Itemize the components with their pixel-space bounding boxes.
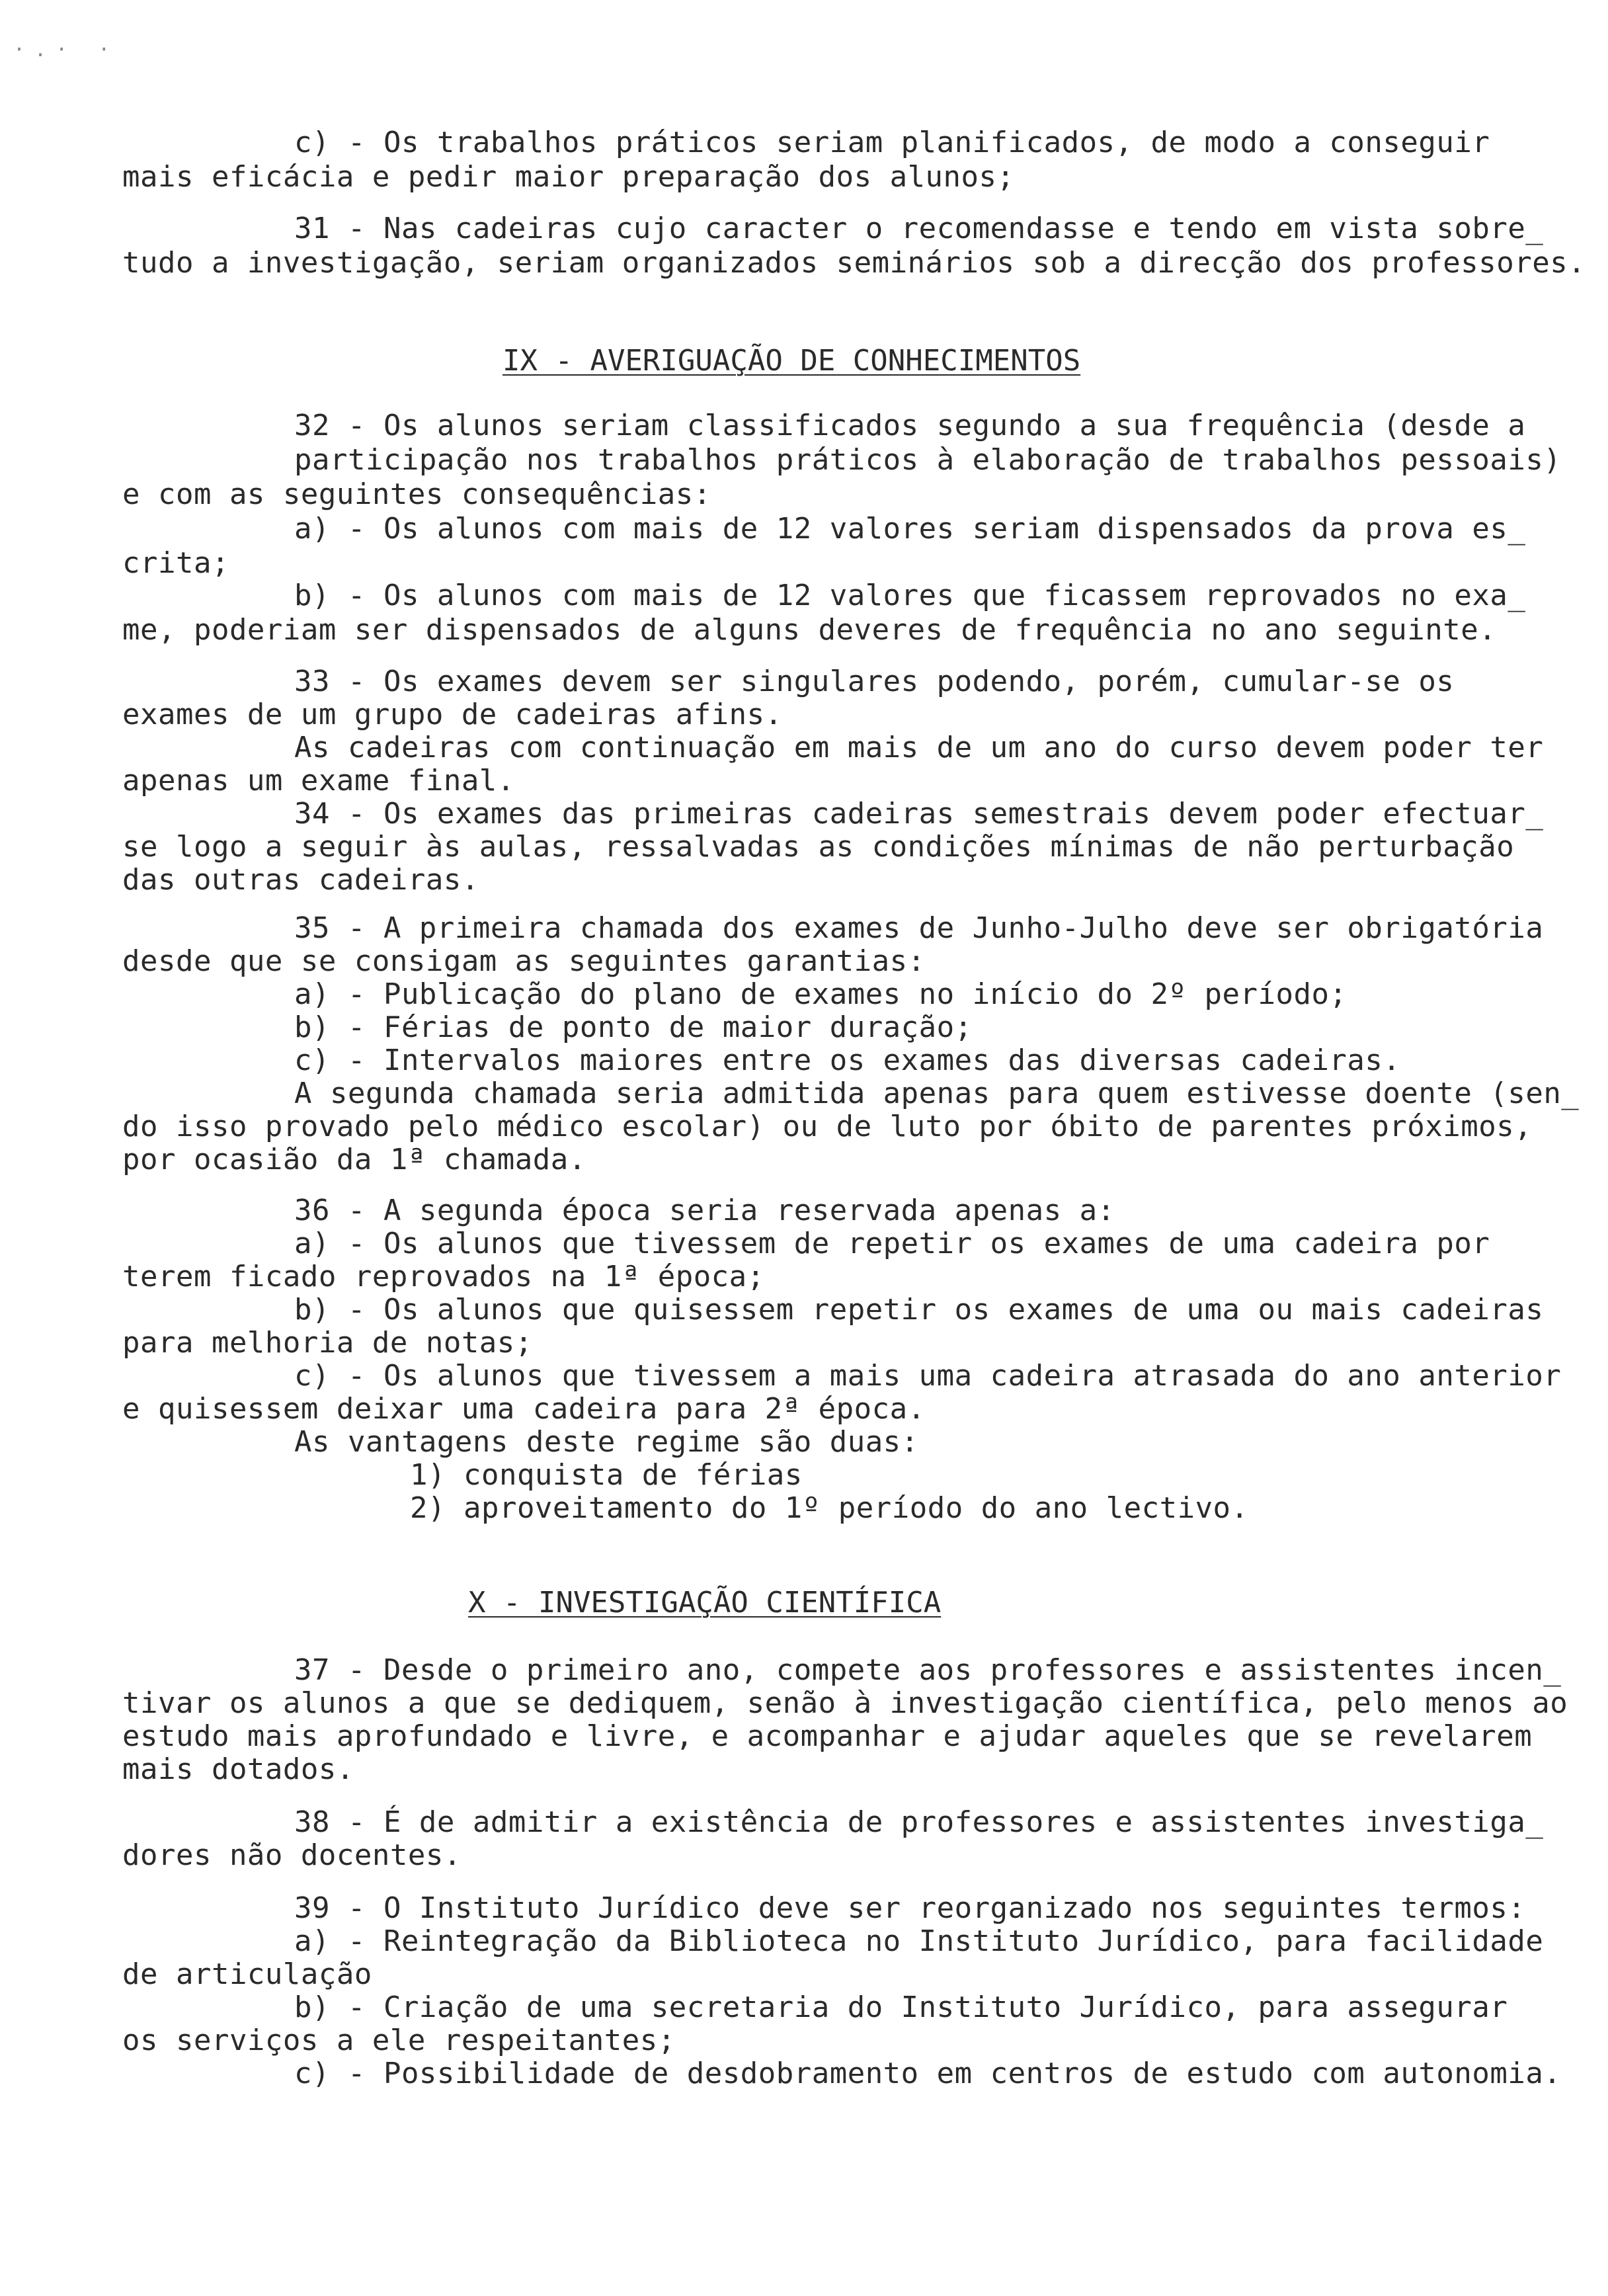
text-line: 35 - A primeira chamada dos exames de Junho-Julho deve ser obrigatória [294, 911, 1544, 945]
text-line: 34 - Os exames das primeiras cadeiras semestrais devem poder efectuar_ [294, 797, 1544, 831]
text-line: a) - Os alunos que tivessem de repetir os exames de uma cadeira por [294, 1227, 1490, 1260]
text-line: participação nos trabalhos práticos à elaboração de trabalhos pessoais) [294, 443, 1562, 477]
text-line: A segunda chamada seria admitida apenas para quem estivesse doente (sen_ [294, 1077, 1580, 1110]
text-line: tivar os alunos a que se dediquem, senão à investigação científica, pelo menos ao [122, 1686, 1568, 1720]
text-line: para melhoria de notas; [122, 1326, 533, 1360]
text-line: estudo mais aprofundado e livre, e acompanhar e ajudar aqueles que se revelarem [122, 1719, 1533, 1753]
text-line: os serviços a ele respeitantes; [122, 2024, 676, 2057]
text-line: c) - Os alunos que tivessem a mais uma cadeira atrasada do ano anterior [294, 1359, 1562, 1393]
text-line: mais dotados. [122, 1752, 354, 1786]
text-line: exames de um grupo de cadeiras afins. [122, 698, 783, 731]
text-line: b) - Criação de uma secretaria do Instituto Jurídico, para assegurar [294, 1990, 1508, 2024]
text-line: b) - Os alunos com mais de 12 valores que ficassem reprovados no exa_ [294, 579, 1526, 612]
text-line: a) - Reintegração da Biblioteca no Instituto Jurídico, para facilidade [294, 1924, 1544, 1958]
text-line: 39 - O Instituto Jurídico deve ser reorganizado nos seguintes termos: [294, 1891, 1526, 1925]
text-line: tudo a investigação, seriam organizados seminários sob a direcção dos professores. [122, 246, 1586, 280]
text-line: crita; [122, 546, 229, 580]
text-line: terem ficado reprovados na 1ª época; [122, 1260, 765, 1293]
text-line: 38 - É de admitir a existência de professores e assistentes investiga_ [294, 1805, 1544, 1839]
text-line: a) - Publicação do plano de exames no início do 2º período; [294, 977, 1347, 1011]
text-line: por ocasião da 1ª chamada. [122, 1143, 586, 1176]
text-line: c) - Possibilidade de desdobramento em centros de estudo com autonomia. [294, 2057, 1562, 2090]
section-heading-ix: IX - AVERIGUAÇÃO DE CONHECIMENTOS [502, 344, 1081, 378]
text-line: 2) aproveitamento do 1º período do ano lectivo. [410, 1491, 1249, 1525]
text-line: se logo a seguir às aulas, ressalvadas as condições mínimas de não perturbação [122, 830, 1515, 864]
text-line: 33 - Os exames devem ser singulares podendo, porém, cumular-se os [294, 665, 1455, 698]
text-line: 36 - A segunda época seria reservada apenas a: [294, 1194, 1115, 1227]
text-line: desde que se consigam as seguintes garantias: [122, 944, 926, 978]
text-line: dores não docentes. [122, 1838, 462, 1872]
text-line: do isso provado pelo médico escolar) ou de luto por óbito de parentes próximos, [122, 1110, 1533, 1143]
text-line: c) - Intervalos maiores entre os exames das diversas cadeiras. [294, 1044, 1401, 1077]
text-line: 1) conquista de férias [410, 1458, 803, 1492]
text-line: 32 - Os alunos seriam classificados segundo a sua frequência (desde a [294, 409, 1526, 442]
text-line: c) - Os trabalhos práticos seriam planificados, de modo a conseguir [294, 126, 1490, 159]
text-line: b) - Férias de ponto de maior duração; [294, 1010, 973, 1044]
text-line: 31 - Nas cadeiras cujo caracter o recomendasse e tendo em vista sobre_ [294, 212, 1544, 245]
text-line: das outras cadeiras. [122, 863, 479, 897]
text-line: As vantagens deste regime são duas: [294, 1425, 919, 1459]
scan-marks: ·.· · [13, 38, 120, 62]
text-line: me, poderiam ser dispensados de alguns deveres de frequência no ano seguinte. [122, 613, 1497, 647]
text-line: e quisessem deixar uma cadeira para 2ª época. [122, 1392, 926, 1426]
text-line: mais eficácia e pedir maior preparação dos alunos; [122, 160, 1015, 194]
section-heading-x: X - INVESTIGAÇÃO CIENTÍFICA [468, 1586, 942, 1620]
text-line: b) - Os alunos que quisessem repetir os exames de uma ou mais cadeiras [294, 1293, 1544, 1327]
text-line: a) - Os alunos com mais de 12 valores seriam dispensados da prova es_ [294, 512, 1526, 546]
text-line: As cadeiras com continuação em mais de um ano do curso devem poder ter [294, 731, 1544, 764]
text-line: 37 - Desde o primeiro ano, compete aos professores e assistentes incen_ [294, 1653, 1562, 1687]
text-line: apenas um exame final. [122, 764, 515, 798]
text-line: e com as seguintes consequências: [122, 477, 711, 511]
text-line: de articulação [122, 1957, 372, 1991]
